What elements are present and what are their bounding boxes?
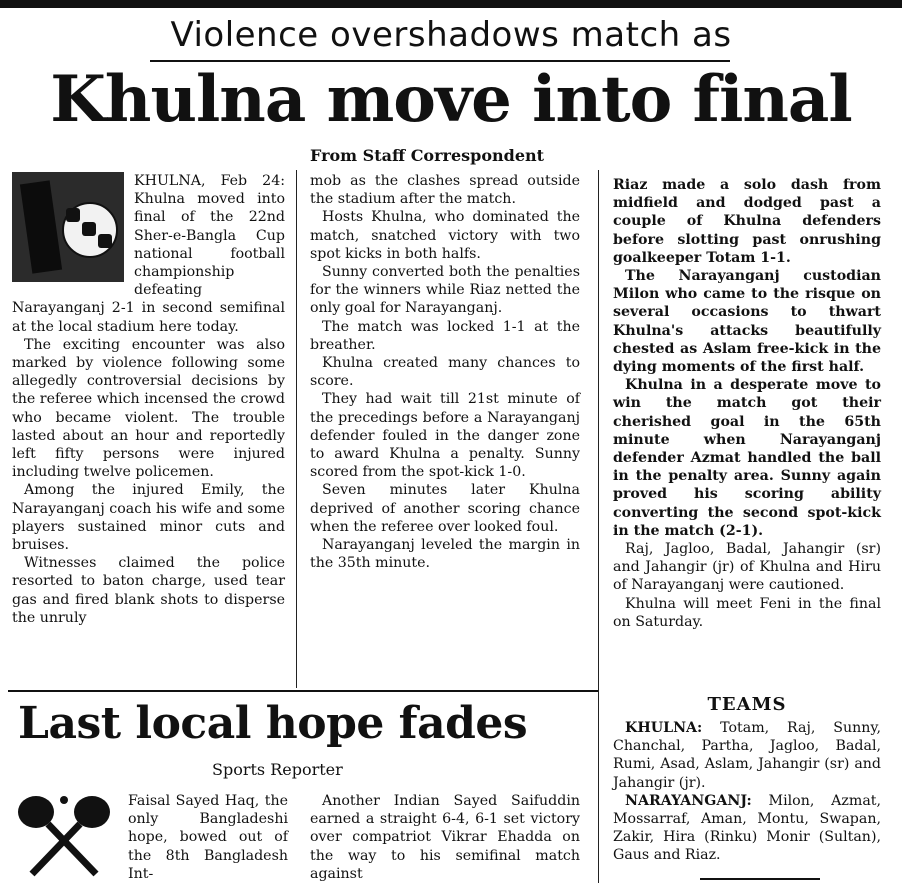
paragraph: Khulna will meet Feni in the final on Saturday. [613, 595, 881, 630]
story-headline: Khulna move into final [50, 62, 852, 137]
paragraph: Hosts Khulna, who dominated the match, snatched victory with two spot kicks in both halfs. [310, 209, 580, 262]
paragraph: Khulna created many chances to score. [310, 355, 580, 390]
team-label-khulna: KHULNA: [625, 720, 703, 736]
second-story-column-1 [128, 792, 288, 883]
tennis-racquets-icon [14, 790, 114, 880]
team-players-khulna: Totam, Raj, Sunny, Chanchal, Partha, Jagloo, Badal, Rumi, Asad, Aslam, Jahangir (sr) and Jahangir (jr). [613, 720, 881, 791]
paragraph: The Narayanganj custodian Milon who came to the risque on several occasions to thwart Khulna's attacks beautifully chested as Aslam free-kick in the dying moments of the first half. [613, 268, 881, 376]
column-divider [296, 170, 297, 688]
article-column-3 [613, 176, 881, 631]
paragraph: KHULNA, Feb 24: Khulna moved into final of the 22nd Sher-e-Bangla Cup national football championship defeating Narayanganj 2-1 in second semifinal at the local stadium here today. [12, 173, 285, 335]
second-story-byline: Sports Reporter [212, 760, 343, 779]
team-players-narayanganj: Milon, Azmat, Mossarraf, Aman, Montu, Swapan, Zakir, Hira (Rinku) Monir (Sultan), Gaus and Riaz. [613, 792, 881, 864]
paragraph: Sunny converted both the penalties for the winners while Riaz netted the only goal for Narayanganj. [310, 264, 580, 317]
paragraph: They had wait till 21st minute of the precedings before a Narayanganj defender fouled in the danger zone to award Khulna a penalty. Sunny scored from the spot-kick 1-0. [310, 391, 580, 481]
paragraph: Witnesses claimed the police resorted to baton charge, used tear gas and fired blank shots to disperse the unruly [12, 555, 285, 626]
second-story-headline: Last local hope fades [18, 698, 528, 749]
paragraph: Narayanganj leveled the margin in the 35th minute. [310, 537, 580, 572]
paragraph: Another Indian Sayed Saifuddin earned a straight 6-4, 6-1 set victory over compatriot Vikrar Ehadda on the way to his semifinal match against [310, 793, 580, 882]
paragraph: Riaz made a solo dash from midfield and dodged past a couple of Khulna defenders before slotting past onrushing goalkeeper Totam 1-1. [613, 177, 881, 266]
paragraph: mob as the clashes spread outside the stadium after the match. [310, 173, 580, 208]
teams-list [613, 719, 881, 865]
teams-heading: TEAMS [707, 694, 787, 715]
column-divider [598, 170, 599, 883]
top-border-rule [0, 0, 902, 8]
paragraph: The exciting encounter was also marked by violence following some allegedly controversial decisions by the referee which incensed the crowd who became violent. The trouble lasted about an hour and reportedly left fifty persons were injured including twelve policemen. [12, 336, 285, 481]
second-story-column-2 [310, 792, 580, 883]
football-photo-icon [12, 172, 124, 282]
paragraph: Seven minutes later Khulna deprived of another scoring chance when the referee over looked foul. [310, 482, 580, 535]
paragraph: Faisal Sayed Haq, the only Bangladeshi hope, bowed out of the 8th Bangladesh Int- [128, 793, 288, 882]
paragraph: Raj, Jagloo, Badal, Jahangir (sr) and Jahangir (jr) of Khulna and Hiru of Narayanganj were cautioned. [613, 541, 881, 594]
bottom-rule [700, 878, 820, 880]
paragraph: Khulna in a desperate move to win the match got their cherished goal in the 65th minute when Narayanganj defender Azmat handled the ball in the penalty area. Sunny again proved his scoring ability converting the second spot-kick in the match (2-1). [613, 377, 881, 539]
paragraph: Among the injured Emily, the Narayanganj coach his wife and some players sustained minor cuts and bruises. [12, 482, 286, 554]
article-column-2 [310, 172, 580, 572]
story-byline: From Staff Correspondent [310, 146, 545, 165]
story-kicker: Violence overshadows match as [170, 15, 732, 55]
paragraph: The match was locked 1-1 at the breather. [310, 318, 580, 353]
section-divider [8, 690, 598, 692]
article-column-1 [12, 172, 285, 627]
team-label-narayanganj: NARAYANGANJ: [625, 792, 752, 809]
